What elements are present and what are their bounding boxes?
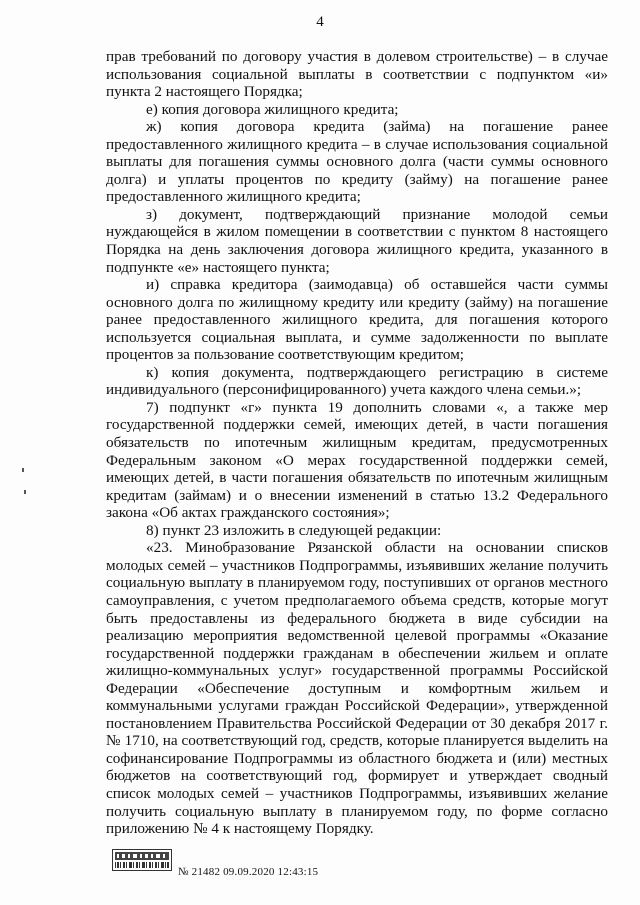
paragraph-item-zh: ж) копия договора кредита (займа) на погашение ранее предоставленного жилищного кредита – в случае использования социальной выплаты для погашения суммы основного долга (части суммы основного долга) и уплаты процентов по кредиту (займу) на погашение ранее предоставленного жилищного кредита; (106, 118, 608, 206)
paragraph-continuation: прав требований по договору участия в долевом строительстве) – в случае использования социальной выплаты в соответствии с подпунктом «и» пункта 2 настоящего Порядка; (106, 48, 608, 101)
paragraph-item-7: 7) подпункт «г» пункта 19 дополнить словами «, а также мер государственной поддержки семей, имеющих детей, в части погашения обязательств по ипотечным жилищным кредитам, предусмотренных Федеральным законом «О мерах государственной поддержки семей, имеющих детей, в части погашения обязательств по ипотечным жилищным кредитам (займам) и о внесении изменений в статью 13.2 Федерального закона «Об актах гражданского состояния»; (106, 398, 608, 522)
paragraph-item-k: к) копия документа, подтверждающего регистрацию в системе индивидуального (персонифицированного) учета каждого члена семьи.»; (106, 363, 608, 399)
registration-stamp: № 21482 09.09.2020 12:43:15 (178, 866, 319, 878)
paragraph-item-i: и) справка кредитора (заимодавца) об оставшейся части суммы основного долга по жилищному кредиту или кредиту (займу) на погашение ранее предоставленного жилищного кредита, для погашения которого используется социальная выплата, и сумме задолженности по выплате процентов за пользование соответствующим кредитом; (106, 276, 608, 364)
paragraph-item-e: е) копия договора жилищного кредита; (146, 100, 399, 118)
margin-mark (22, 468, 24, 472)
page-number: 4 (316, 14, 324, 30)
document-body (106, 48, 608, 838)
paragraph-item-z: з) документ, подтверждающий признание молодой семьи нуждающейся в жилом помещении в соответствии с пунктом 8 настоящего Порядка на день заключения договора жилищного кредита, указанного в подпункте «е» настоящего пункта; (106, 205, 608, 276)
margin-mark (24, 490, 26, 494)
paragraph-item-8: 8) пункт 23 изложить в следующей редакции: (146, 521, 442, 539)
barcode-stamp-icon (112, 849, 172, 871)
paragraph-item-23: «23. Минобразование Рязанской области на основании списков молодых семей – участников Подпрограммы, изъявивших желание получить социальную выплату в планируемом году, поступивших от органов местного самоуправления, с учетом предполагаемого объема средств, которые могут быть предоставлены из федерального бюджета в виде субсидии на реализацию мероприятия ведомственной целевой программы «Оказание государственной поддержки гражданам в обеспечении жильем и оплате жилищно-коммунальных услуг» государственной программы Российской Федерации «Обеспечение доступным и комфортным жильем и коммунальными услугами граждан Российской Федерации», утвержденной постановлением Правительства Российской Федерации от 30 декабря 2017 г. № 1710, на соответствующий год, средств, которые планируется выделить на софинансирование Подпрограммы из областного бюджета и (или) местных бюджетов на соответствующий год, формирует и утверждает сводный список молодых семей – участников Подпрограммы, изъявивших желание получить социальную выплату в планируемом году, по форме согласно приложению № 4 к настоящему Порядку. (106, 539, 608, 838)
